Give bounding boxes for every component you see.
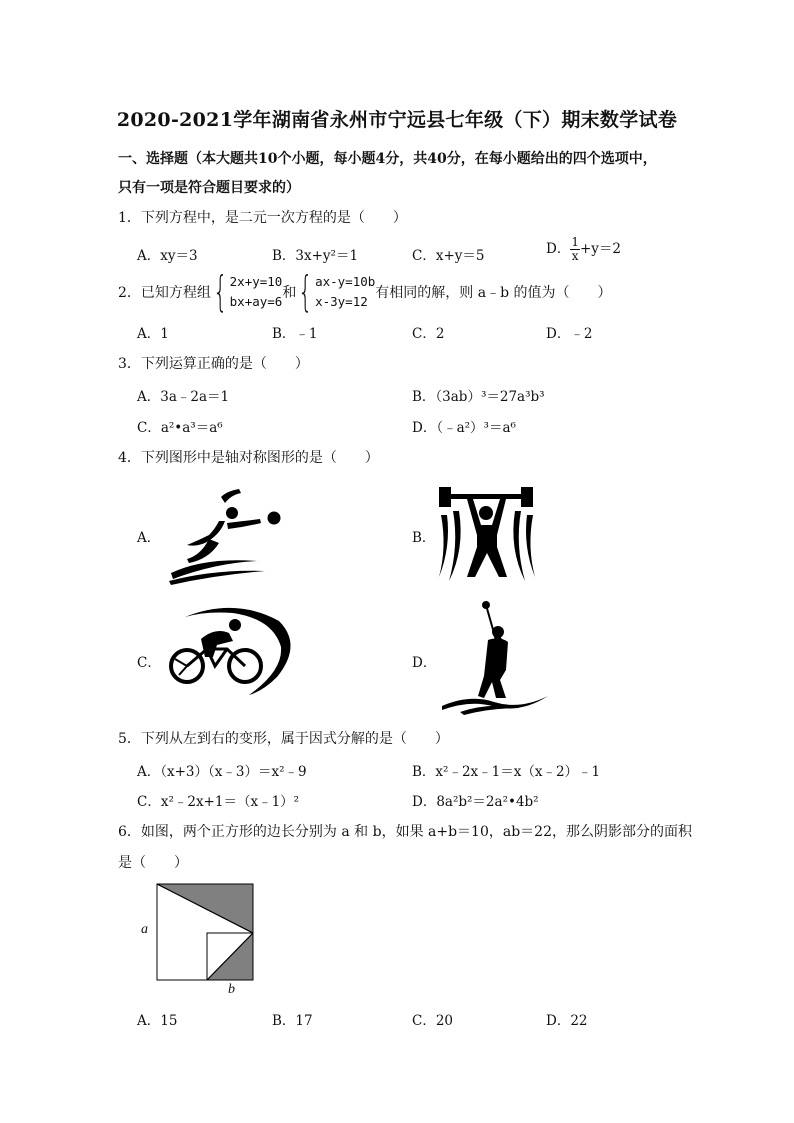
question-6-stem-line2: 是（ ） <box>118 855 188 871</box>
q4-option-a: A． <box>137 530 161 546</box>
q2-sys2-row2: x-3y=12 <box>315 294 368 309</box>
q1-option-d-suffix: +y＝2 <box>579 241 621 257</box>
q6-option-a: A．15 <box>137 1013 178 1029</box>
volleyball-player-icon <box>165 485 285 585</box>
q2-option-c: C．2 <box>412 326 445 342</box>
question-5-stem: 5．下列从左到右的变形，属于因式分解的是（ ） <box>118 731 449 747</box>
left-brace-icon: { <box>212 267 228 316</box>
q5-option-d: D．8a²b²＝2a²•4b² <box>412 794 539 810</box>
q1-option-d <box>546 236 621 263</box>
q4-option-b: B． <box>412 530 436 546</box>
question-3-stem: 3．下列运算正确的是（ ） <box>118 356 309 372</box>
section-heading-line2: 只有一项是符合题目要求的） <box>118 180 300 196</box>
q3-option-c: C．a²•a³＝a⁶ <box>137 420 223 436</box>
q5-option-a: A．（x+3）（x﹣3）＝x²﹣9 <box>137 764 307 780</box>
question-6-stem-line1: 6．如图，两个正方形的边长分别为 a 和 b，如果 a+b＝10，ab＝22，那么阴影部分的面积 <box>118 824 692 840</box>
q2-system-2 <box>296 267 376 316</box>
q3-option-b: B．（3ab）³＝27a³b³ <box>412 389 545 405</box>
q4-option-d: D． <box>412 655 437 671</box>
q1-option-d-fraction <box>570 236 580 263</box>
q2-sys1-row2: bx+ay=6 <box>229 294 283 309</box>
question-4-stem: 4．下列图形中是轴对称图形的是（ ） <box>118 450 379 466</box>
q6-option-b: B．17 <box>272 1013 313 1029</box>
question-2-stem <box>118 267 612 316</box>
q2-sys2-row1: ax-y=10b <box>315 274 376 289</box>
cyclist-icon <box>165 603 295 698</box>
q2-mid: 和 <box>282 285 297 301</box>
q1-option-c: C．x+y＝5 <box>412 248 485 264</box>
q5-option-b: B．x²﹣2x﹣1＝x（x﹣2）﹣1 <box>412 764 601 780</box>
q2-sys1-row1: 2x+y=10 <box>229 274 283 289</box>
page-title: 2020-2021学年湖南省永州市宁远县七年级（下）期末数学试卷 <box>116 109 678 131</box>
question-1-stem: 1．下列方程中，是二元一次方程的是（ ） <box>118 210 407 226</box>
q1-fraction-numerator: 1 <box>571 235 579 249</box>
q2-option-d: D．﹣2 <box>546 326 593 342</box>
q5-option-c: C．x²﹣2x+1＝（x﹣1）² <box>137 794 300 810</box>
q6-option-d: D．22 <box>546 1013 588 1029</box>
q4-option-c: C． <box>137 655 161 671</box>
label-side-b: b <box>228 982 235 997</box>
left-brace-icon: { <box>298 267 314 316</box>
golfer-icon <box>440 600 550 715</box>
q2-prefix: 2．已知方程组 <box>118 285 211 301</box>
q2-option-a: A．1 <box>137 326 169 342</box>
q1-fraction-denominator: x <box>571 249 579 263</box>
q1-option-a: A．xy＝3 <box>137 248 198 264</box>
label-side-a: a <box>141 922 148 937</box>
q2-suffix: 有相同的解，则 a﹣b 的值为（ ） <box>375 285 612 301</box>
section-heading-line1: 一、选择题（本大题共10个小题，每小题4分，共40分，在每小题给出的四个选项中， <box>118 151 657 167</box>
q6-option-c: C．20 <box>412 1013 454 1029</box>
q3-option-d: D．（﹣a²）³＝a⁶ <box>412 420 516 436</box>
q1-option-d-prefix: D． <box>546 241 571 257</box>
weightlifter-icon <box>437 485 537 585</box>
q2-system-1 <box>211 267 283 316</box>
two-squares-diagram <box>150 880 260 984</box>
q1-option-b: B．3x+y²＝1 <box>272 248 359 264</box>
q3-option-a: A．3a﹣2a＝1 <box>137 389 230 405</box>
q2-option-b: B．﹣1 <box>272 326 318 342</box>
